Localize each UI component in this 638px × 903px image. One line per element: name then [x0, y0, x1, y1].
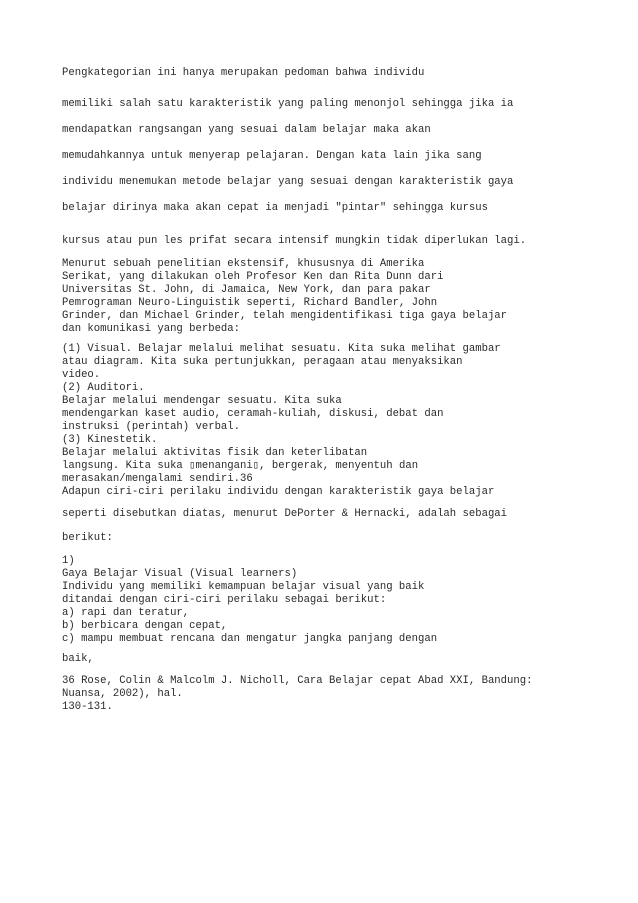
text-line: 1) [62, 555, 75, 567]
text-line: a) rapi dan teratur, [62, 607, 190, 619]
text-line: video. [62, 369, 101, 381]
text-line: atau diagram. Kita suka pertunjukkan, peragaan atau menyaksikan [62, 356, 463, 368]
text-line: Serikat, yang dilakukan oleh Profesor Ken dan Rita Dunn dari [62, 271, 444, 283]
text-line: Adapun ciri-ciri perilaku individu dengan karakteristik gaya belajar [62, 486, 495, 498]
text-line: instruksi (perintah) verbal. [62, 421, 241, 433]
text-line: ditandai dengan ciri-ciri perilaku sebagai berikut: [62, 594, 387, 606]
text-line: individu menemukan metode belajar yang sesuai dengan karakteristik gaya [62, 176, 514, 188]
text-line: mendengarkan kaset audio, ceramah-kuliah, diskusi, debat dan [62, 408, 444, 420]
text-line: seperti disebutkan diatas, menurut DePorter & Hernacki, adalah sebagai [62, 508, 508, 520]
text-line: berikut: [62, 532, 113, 544]
footnote-line: Nuansa, 2002), hal. [62, 688, 183, 700]
text-line: baik, [62, 653, 94, 665]
text-line: Belajar melalui mendengar sesuatu. Kita suka [62, 395, 342, 407]
text-line: b) berbicara dengan cepat, [62, 620, 228, 632]
text-line: dan komunikasi yang berbeda: [62, 323, 241, 335]
text-line: Gaya Belajar Visual (Visual learners) [62, 568, 298, 580]
text-line: mendapatkan rangsangan yang sesuai dalam belajar maka akan [62, 124, 431, 136]
footnote-line: 36 Rose, Colin & Malcolm J. Nicholl, Cara Belajar cepat Abad XXI, Bandung: [62, 675, 533, 687]
text-line: memudahkannya untuk menyerap pelajaran. Dengan kata lain jika sang [62, 150, 482, 162]
text-line: (2) Auditori. [62, 382, 145, 394]
text-line: Pengkategorian ini hanya merupakan pedoman bahwa individu [62, 67, 425, 79]
text-line: Grinder, dan Michael Grinder, telah mengidentifikasi tiga gaya belajar [62, 310, 508, 322]
text-line: Belajar melalui aktivitas fisik dan keterlibatan [62, 447, 368, 459]
text-line: Universitas St. John, di Jamaica, New York, dan para pakar [62, 284, 431, 296]
text-line: langsung. Kita suka ▯menangani▯, bergerak, menyentuh dan [62, 460, 419, 472]
text-line: Pemrograman Neuro-Linguistik seperti, Richard Bandler, John [62, 297, 438, 309]
text-line: (1) Visual. Belajar melalui melihat sesuatu. Kita suka melihat gambar [62, 343, 501, 355]
text-line: kursus atau pun les prifat secara intensif mungkin tidak diperlukan lagi. [62, 235, 527, 247]
text-line: c) mampu membuat rencana dan mengatur jangka panjang dengan [62, 633, 438, 645]
text-line: (3) Kinestetik. [62, 434, 158, 446]
text-line: Individu yang memiliki kemampuan belajar visual yang baik [62, 581, 425, 593]
text-line: memiliki salah satu karakteristik yang paling menonjol sehingga jika ia [62, 98, 514, 110]
footnote-line: 130-131. [62, 701, 113, 713]
text-line: merasakan/mengalami sendiri.36 [62, 473, 253, 485]
text-line: Menurut sebuah penelitian ekstensif, khususnya di Amerika [62, 258, 425, 270]
text-line: belajar dirinya maka akan cepat ia menjadi "pintar" sehingga kursus [62, 202, 488, 214]
